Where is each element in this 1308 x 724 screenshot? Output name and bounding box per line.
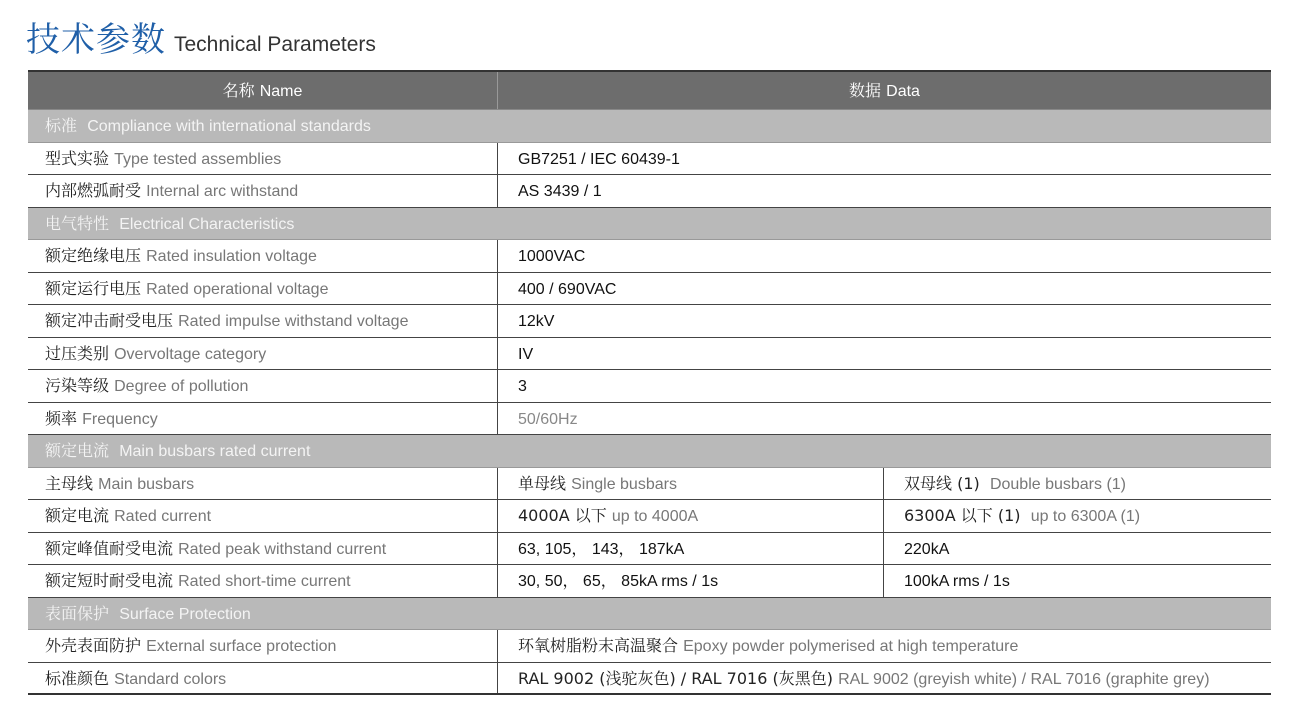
table-row: 额定冲击耐受电压 Rated impulse withstand voltage 12kV bbox=[28, 305, 1271, 338]
table-row: 内部燃弧耐受 Internal arc withstand AS 3439 / 1 bbox=[28, 175, 1271, 208]
table-row: 额定短时耐受电流 Rated short-time current 30, 50， 65， 85kA rms / 1s 100kA rms / 1s bbox=[28, 565, 1271, 598]
section-electrical: 电气特性 Electrical Characteristics bbox=[28, 208, 1271, 241]
table-row: 额定峰值耐受电流 Rated peak withstand current 63, 105， 143， 187kA 220kA bbox=[28, 533, 1271, 566]
table-row: 标准颜色 Standard colors RAL 9002 (浅驼灰色) / RAL 7016 (灰黑色) RAL 9002 (greyish white) / RAL 7016 (graphite grey) bbox=[28, 663, 1271, 696]
header-data: 数据 Data bbox=[497, 72, 1271, 109]
table-row: 污染等级 Degree of pollution 3 bbox=[28, 370, 1271, 403]
title-cn: 技术参数 bbox=[26, 20, 166, 60]
section-busbars: 额定电流 Main busbars rated current bbox=[28, 435, 1271, 468]
section-surface: 表面保护 Surface Protection bbox=[28, 598, 1271, 631]
table-row: 额定运行电压 Rated operational voltage 400 / 690VAC bbox=[28, 273, 1271, 306]
table-row: 主母线 Main busbars 单母线 Single busbars 双母线 (1) Double busbars (1) bbox=[28, 468, 1271, 501]
table-row: 外壳表面防护 External surface protection 环氧树脂粉末高温聚合 Epoxy powder polymerised at high temperature bbox=[28, 630, 1271, 663]
table-row: 额定绝缘电压 Rated insulation voltage 1000VAC bbox=[28, 240, 1271, 273]
table-header bbox=[28, 72, 1271, 110]
section-standards: 标准 Compliance with international standards bbox=[28, 110, 1271, 143]
page-title bbox=[26, 12, 376, 61]
table-row: 额定电流 Rated current 4000A 以下 up to 4000A 6300A 以下 (1) up to 6300A (1) bbox=[28, 500, 1271, 533]
header-name: 名称 Name bbox=[222, 81, 303, 100]
title-en: Technical Parameters bbox=[174, 33, 376, 56]
parameters-table bbox=[28, 70, 1271, 695]
table-row: 过压类别 Overvoltage category IV bbox=[28, 338, 1271, 371]
table-row: 频率 Frequency 50/60Hz bbox=[28, 403, 1271, 436]
table-row: 型式实验 Type tested assemblies GB7251 / IEC 60439-1 bbox=[28, 143, 1271, 176]
